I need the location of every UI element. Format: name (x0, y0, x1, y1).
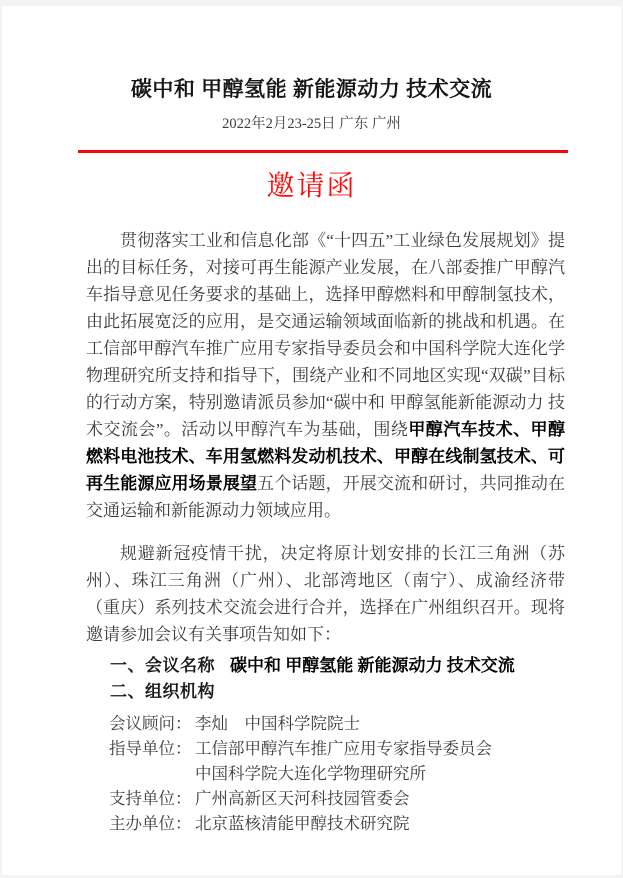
paragraph-intro-bold-topics: 甲醇汽车技术、甲醇燃料电池技术、车用氢燃料发动机技术、甲醇在线制氢技术、可再生能源应用场景展望 (86, 419, 566, 493)
org-support-value: 广州高新区天河科技园管委会 (195, 788, 410, 808)
org-row-advisor (109, 711, 565, 736)
org-guidance-label: 指导单位： (109, 738, 192, 758)
section-organization-label: 二、组织机构 (110, 681, 215, 701)
paragraph-intro-run-3: 五个话题，开展交流和研讨，共同推动在交通运输和新能源动力领域应用。 (86, 473, 566, 520)
document-title: 碳中和 甲醇氢能 新能源动力 技术交流 (130, 77, 493, 101)
document-date-location: 2022年2月23-25日 广东 广州 (222, 116, 401, 132)
org-support-values (195, 786, 410, 811)
document-page (2, 6, 621, 875)
paragraph-covid-merge: 规避新冠疫情干扰，决定将原计划安排的长江三角洲（苏州）、珠江三角洲（广州）、北部湾地区（南宁）、成渝经济带（重庆）系列技术交流会进行合并，选择在广州组织召开。现将邀请参加会议有关事项告知如下： (86, 543, 565, 644)
org-advisor-values (195, 711, 360, 736)
org-host-label: 主办单位： (109, 813, 192, 833)
org-host-values (195, 811, 410, 836)
section-list (110, 654, 565, 704)
org-guidance-value-1: 工信部甲醇汽车推广应用专家指导委员会 (195, 738, 492, 758)
org-row-guidance (109, 736, 565, 786)
section-meeting-name-label: 一、会议名称 (110, 655, 215, 675)
organization-list (109, 711, 565, 836)
org-host-value: 北京蓝核清能甲醇技术研究院 (195, 813, 410, 833)
org-guidance-values (195, 736, 492, 786)
org-support-label: 支持单位： (109, 788, 192, 808)
letter-body (86, 227, 565, 836)
paragraph-intro (86, 227, 565, 524)
red-divider-line (78, 150, 568, 153)
section-meeting-name-value: 碳中和 甲醇氢能 新能源动力 技术交流 (230, 655, 515, 675)
letter-heading: 邀请函 (266, 169, 357, 201)
section-meeting-name (110, 654, 565, 678)
org-row-host (109, 811, 565, 836)
org-advisor-label: 会议顾问： (109, 713, 192, 733)
section-organization (110, 680, 565, 704)
paragraph-intro-run-1: 贯彻落实工业和信息化部《“十四五”工业绿色发展规划》提出的目标任务，对接可再生能源产业发展，在八部委推广甲醇汽车指导意见任务要求的基础上，选择甲醇燃料和甲醇制氢技术，由此拓展宽泛的应用，是交通运输领域面临新的挑战和机遇。在工信部甲醇汽车推广应用专家指导委员会和中国科学院大连化学物理研究所支持和指导下，围绕产业和不同地区实现“双碳”目标的行动方案，特别邀请派员参加“碳中和 甲醇氢能新能源动力 技术交流会”。活动以甲醇汽车为基础，围绕 (86, 230, 565, 439)
org-advisor-value: 李灿 中国科学院院士 (195, 713, 360, 733)
org-row-support (109, 786, 565, 811)
org-guidance-value-2: 中国科学院大连化学物理研究所 (195, 763, 426, 783)
